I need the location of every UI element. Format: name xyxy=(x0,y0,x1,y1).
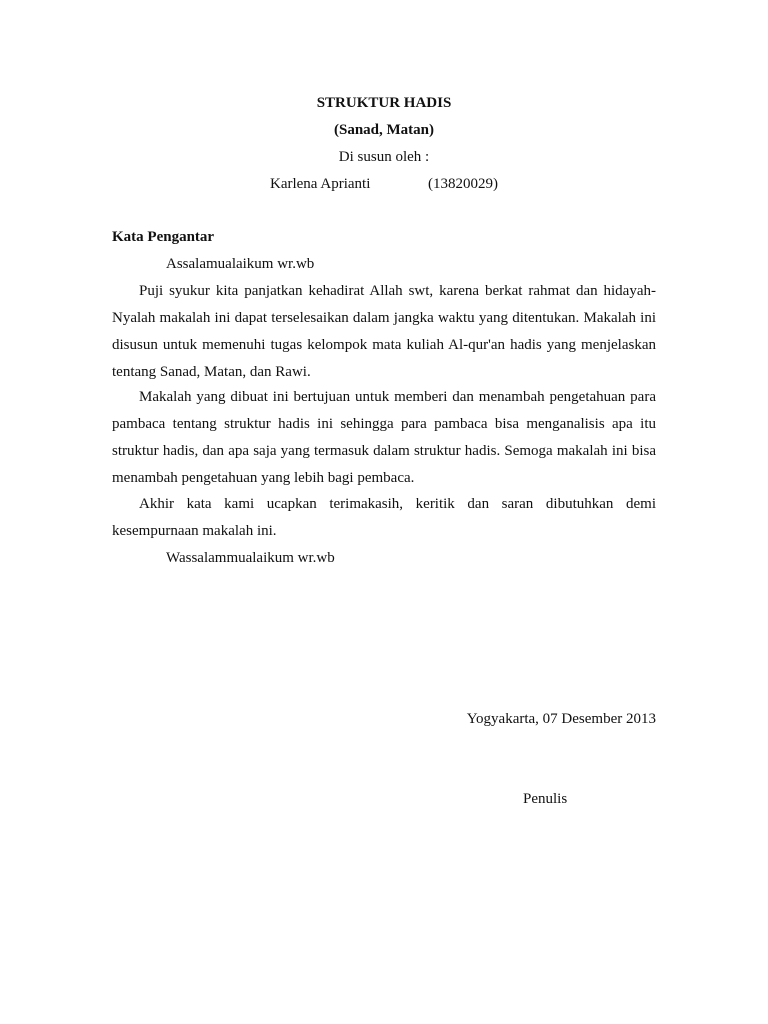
paragraph1-line3: disusun untuk memenuhi tugas kelompok mata kuliah Al-qur'an hadis yang menjelaskan xyxy=(112,337,656,353)
document-title: STRUKTUR HADIS xyxy=(316,95,452,111)
paragraph1-line4: tentang Sanad, Matan, dan Rawi. xyxy=(112,364,311,380)
paragraph2-line2: pambaca tentang struktur hadis ini sehingga para pambaca bisa menganalisis apa itu xyxy=(112,416,656,432)
paragraph3-line1: Akhir kata kami ucapkan terimakasih, keritik dan saran dibutuhkan demi xyxy=(139,496,656,512)
author-id: (13820029) xyxy=(428,176,498,192)
paragraph1-line2: Nyalah makalah ini dapat terselesaikan dalam jangka waktu yang ditentukan. Makalah ini xyxy=(112,310,656,326)
paragraph3-line2: kesempurnaan makalah ini. xyxy=(112,523,277,539)
greeting: Assalamualaikum wr.wb xyxy=(166,256,315,272)
paragraph1-line1: Puji syukur kita panjatkan kehadirat Allah swt, karena berkat rahmat dan hidayah- xyxy=(139,283,656,299)
signature-label: Penulis xyxy=(523,791,568,807)
place-date: Yogyakarta, 07 Desember 2013 xyxy=(466,711,656,727)
paragraph2-line3: struktur hadis, dan apa saja yang termasuk dalam struktur hadis. Semoga makalah ini bisa xyxy=(112,443,656,459)
author-name: Karlena Aprianti xyxy=(270,176,371,192)
paragraph2-line4: menambah pengetahuan yang lebih bagi pembaca. xyxy=(112,470,415,486)
paragraph2-line1: Makalah yang dibuat ini bertujuan untuk memberi dan menambah pengetahuan para xyxy=(139,389,656,405)
byline: Di susun oleh : xyxy=(338,149,430,165)
section-heading: Kata Pengantar xyxy=(112,229,215,245)
closing-greeting: Wassalammualaikum wr.wb xyxy=(166,550,335,566)
document-subtitle: (Sanad, Matan) xyxy=(333,122,434,138)
